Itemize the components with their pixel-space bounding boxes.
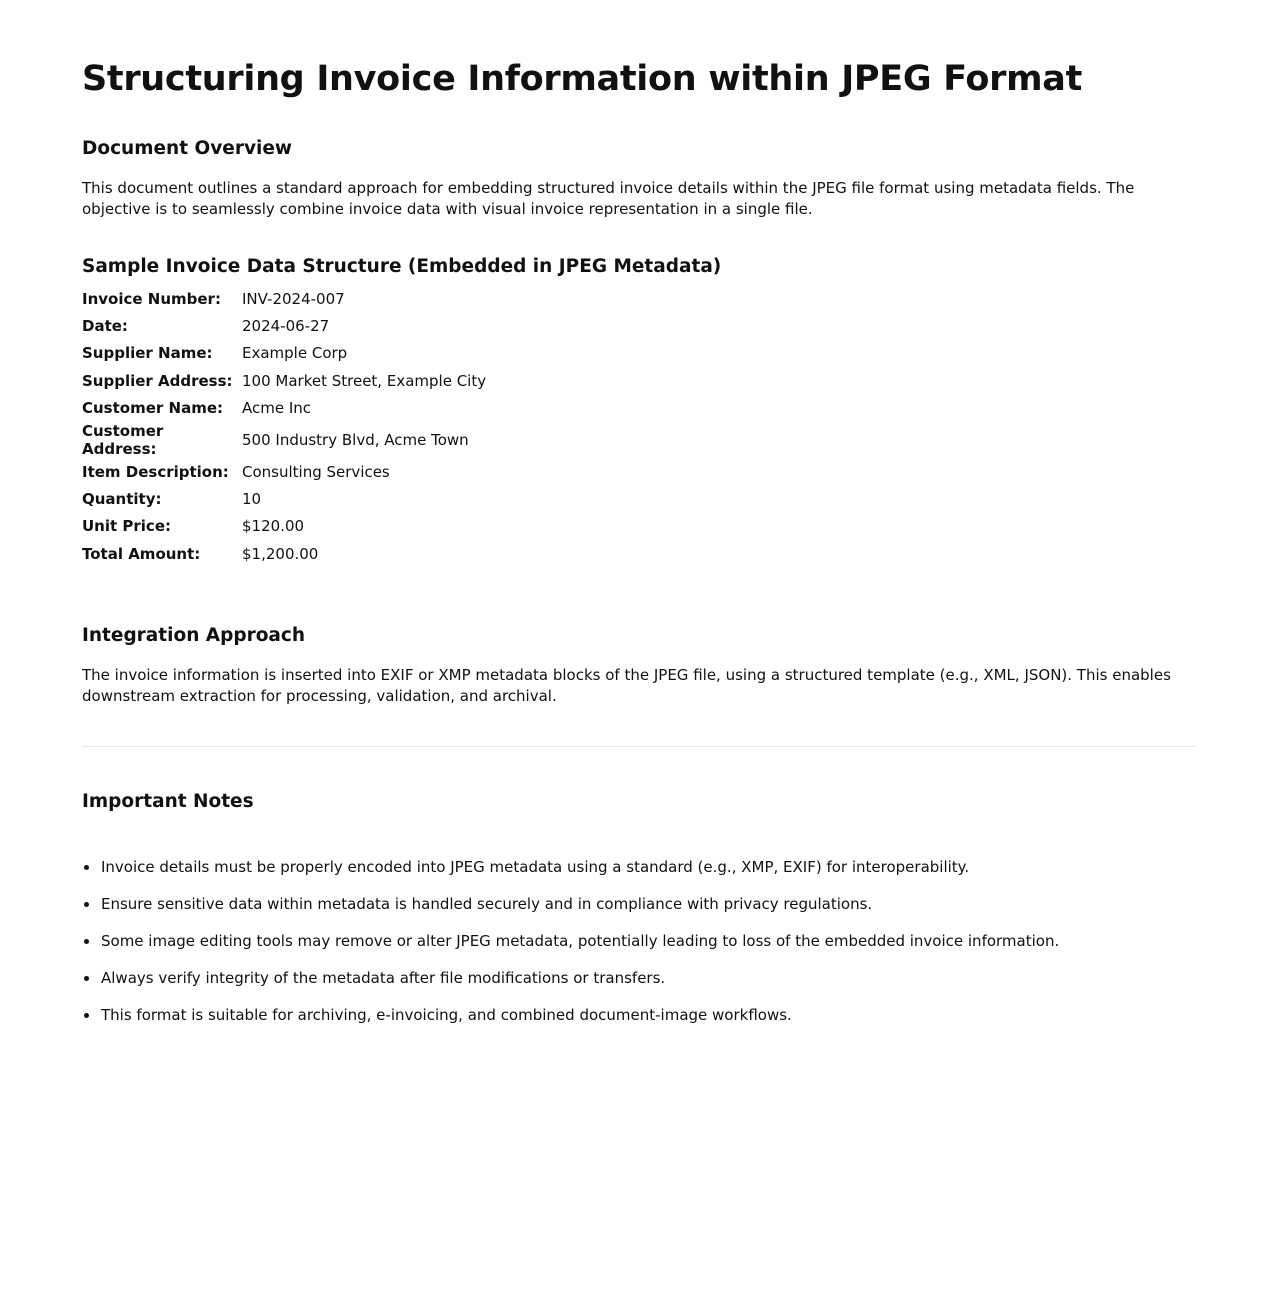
list-item: This format is suitable for archiving, e-invoicing, and combined document-image workflows. xyxy=(82,1005,1196,1026)
field-label: Invoice Number: xyxy=(82,289,221,308)
field-row xyxy=(82,485,486,512)
field-value: Consulting Services xyxy=(242,462,390,481)
field-value: 500 Industry Blvd, Acme Town xyxy=(242,430,469,449)
section-divider xyxy=(82,746,1196,747)
field-label: Supplier Address: xyxy=(82,371,233,390)
integration-heading: Integration Approach xyxy=(82,624,306,646)
field-row xyxy=(82,340,486,367)
list-item: Some image editing tools may remove or alter JPEG metadata, potentially leading to loss of the embedded invoice information. xyxy=(82,931,1196,952)
field-row xyxy=(82,422,486,458)
field-label: Date: xyxy=(82,317,128,336)
field-value: Acme Inc xyxy=(242,399,312,418)
field-label: Customer Name: xyxy=(82,399,223,418)
field-row xyxy=(82,285,486,312)
invoice-fields-table xyxy=(82,285,486,568)
field-row xyxy=(82,312,486,339)
field-value: $1,200.00 xyxy=(242,544,319,563)
page-title: Structuring Invoice Information within JPEG Format xyxy=(82,59,1083,99)
list-item: Invoice details must be properly encoded into JPEG metadata using a standard (e.g., XMP, EXIF) for interoperability. xyxy=(82,857,1196,878)
field-value: 100 Market Street, Example City xyxy=(242,371,487,390)
field-value: 10 xyxy=(242,490,262,509)
sample-data-heading: Sample Invoice Data Structure (Embedded in JPEG Metadata) xyxy=(82,256,722,277)
field-label: Supplier Name: xyxy=(82,344,213,363)
field-label: Item Description: xyxy=(82,462,229,481)
field-label: Total Amount: xyxy=(82,544,201,563)
list-item: Ensure sensitive data within metadata is handled securely and in compliance with privacy regulations. xyxy=(82,894,1196,915)
notes-list xyxy=(82,857,1196,1026)
field-value: 2024-06-27 xyxy=(242,317,330,336)
overview-heading: Document Overview xyxy=(82,138,292,159)
field-row xyxy=(82,367,486,394)
field-row xyxy=(82,540,486,567)
list-item: Always verify integrity of the metadata after file modifications or transfers. xyxy=(82,968,1196,989)
field-row xyxy=(82,458,486,485)
field-value: INV-2024-007 xyxy=(242,289,345,308)
overview-text: This document outlines a standard approach for embedding structured invoice details within the JPEG file format using metadata fields. The objective is to seamlessly combine invoice data with visual invoice representation in a single file. xyxy=(82,179,1135,218)
field-row xyxy=(82,395,486,422)
field-label: Unit Price: xyxy=(82,517,171,536)
field-value: Example Corp xyxy=(242,344,348,363)
field-row xyxy=(82,513,486,540)
field-label: Quantity: xyxy=(82,490,162,509)
field-value: $120.00 xyxy=(242,517,305,536)
field-label: Customer Address: xyxy=(82,421,164,458)
integration-text: The invoice information is inserted into EXIF or XMP metadata blocks of the JPEG file, using a structured template (e.g., XML, JSON). This enables downstream extraction for processing, validation, and archival. xyxy=(82,665,1171,705)
notes-heading: Important Notes xyxy=(82,790,254,812)
